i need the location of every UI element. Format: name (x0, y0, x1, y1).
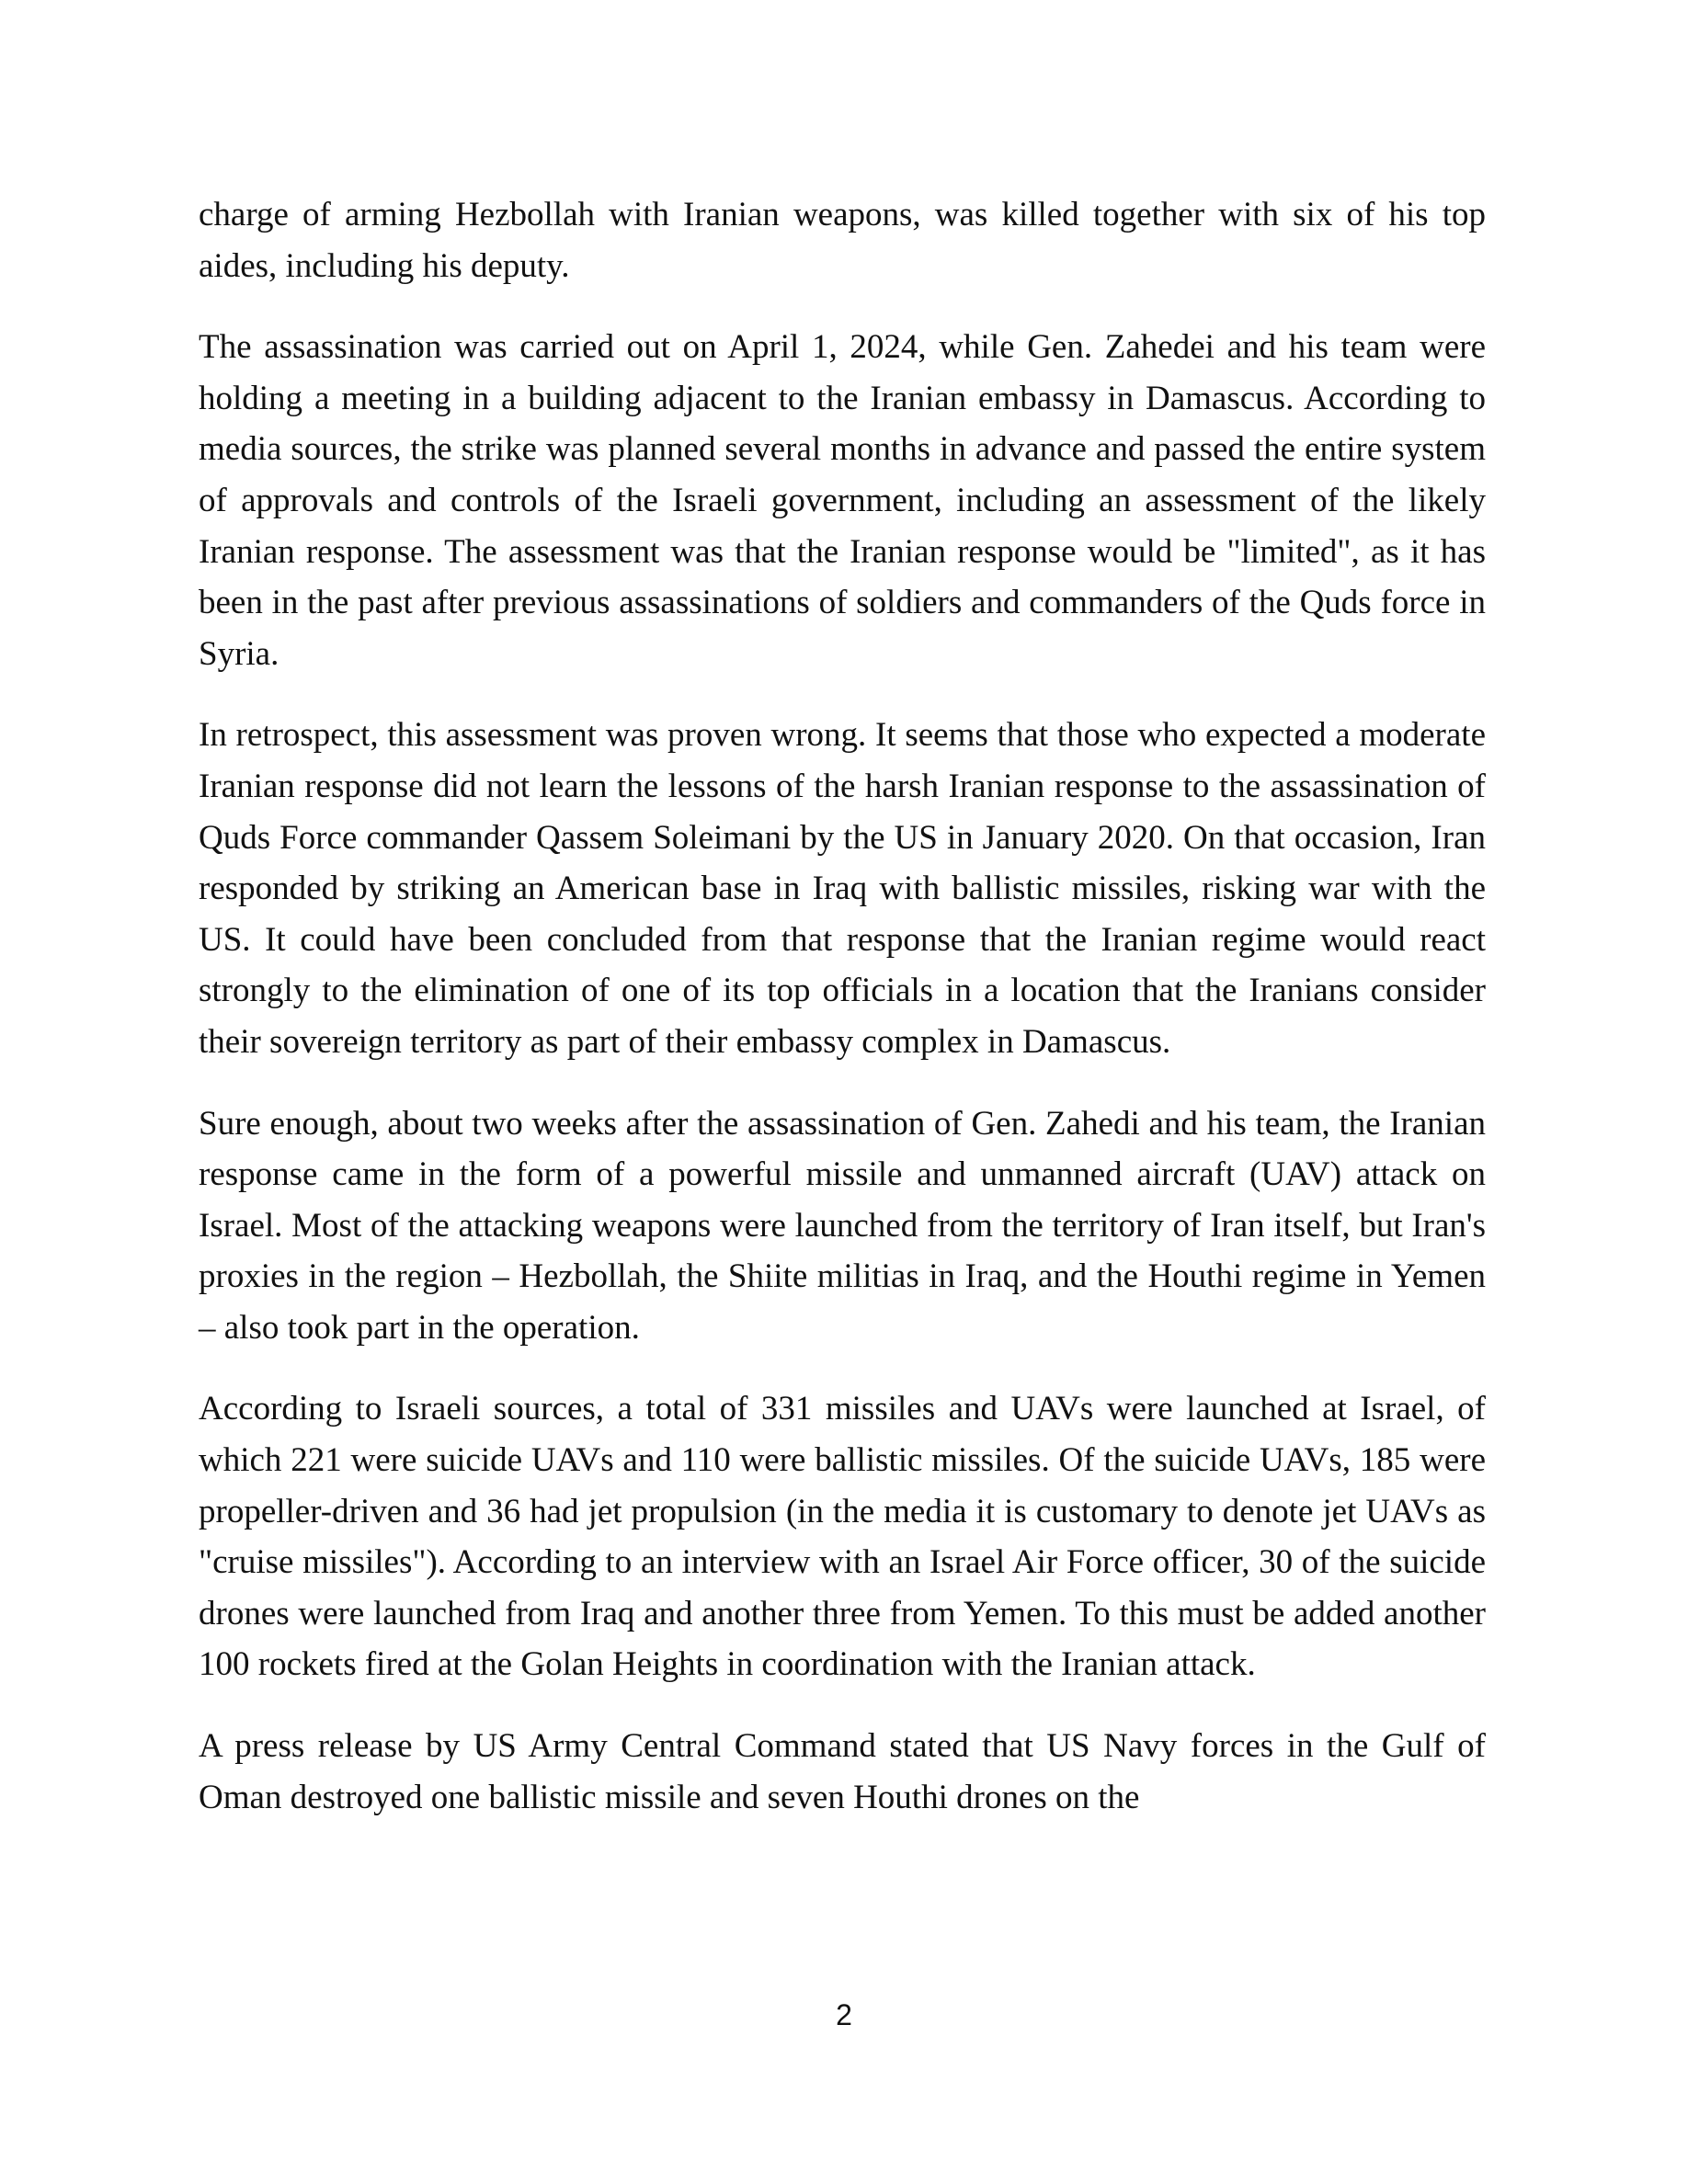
paragraph-2: The assassination was carried out on April 1, 2024, while Gen. Zahedei and his team were holding a meeting in a building adjacent to the Iranian embassy in Damascus. According to media sources, the strike was planned several months in advance and passed the entire system of approvals and controls of the Israeli government, including an assessment of the likely Iranian response. The assessment was that the Iranian response would be "limited", as it has been in the past after previous assassinations of soldiers and commanders of the Quds force in Syria. (199, 328, 1486, 673)
page-number: 2 (836, 1998, 852, 2031)
paragraph-3: In retrospect, this assessment was proven wrong. It seems that those who expected a moderate Iranian response did not learn the lessons of the harsh Iranian response to the assassination of Quds Force commander Qassem Soleimani by the US in January 2020. On that occasion, Iran responded by striking an American base in Iraq with ballistic missiles, risking war with the US. It could have been concluded from that response that the Iranian regime would react strongly to the elimination of one of its top officials in a location that the Iranians consider their sovereign territory as part of their embassy complex in Damascus. (199, 716, 1486, 1061)
paragraph-1: charge of arming Hezbollah with Iranian weapons, was killed together with six of his top aides, including his deputy. (199, 196, 1486, 285)
paragraph-6: A press release by US Army Central Command stated that US Navy forces in the Gulf of Oman destroyed one ballistic missile and seven Houthi drones on the (199, 1727, 1486, 1816)
paragraph-5: According to Israeli sources, a total of 331 missiles and UAVs were launched at Israel, of which 221 were suicide UAVs and 110 were ballistic missiles. Of the suicide UAVs, 185 were propeller-driven and 36 had jet propulsion (in the media it is customary to denote jet UAVs as "cruise missiles"). According to an interview with an Israel Air Force officer, 30 of the suicide drones were launched from Iraq and another three from Yemen. To this must be added another 100 rockets fired at the Golan Heights in coordination with the Iranian attack. (199, 1390, 1486, 1684)
paragraph-4: Sure enough, about two weeks after the assassination of Gen. Zahedi and his team, the Iranian response came in the form of a powerful missile and unmanned aircraft (UAV) attack on Israel. Most of the attacking weapons were launched from the territory of Iran itself, but Iran's proxies in the region – Hezbollah, the Shiite militias in Iraq, and the Houthi regime in Yemen – also took part in the operation. (199, 1104, 1486, 1347)
body-text (199, 189, 1486, 1853)
